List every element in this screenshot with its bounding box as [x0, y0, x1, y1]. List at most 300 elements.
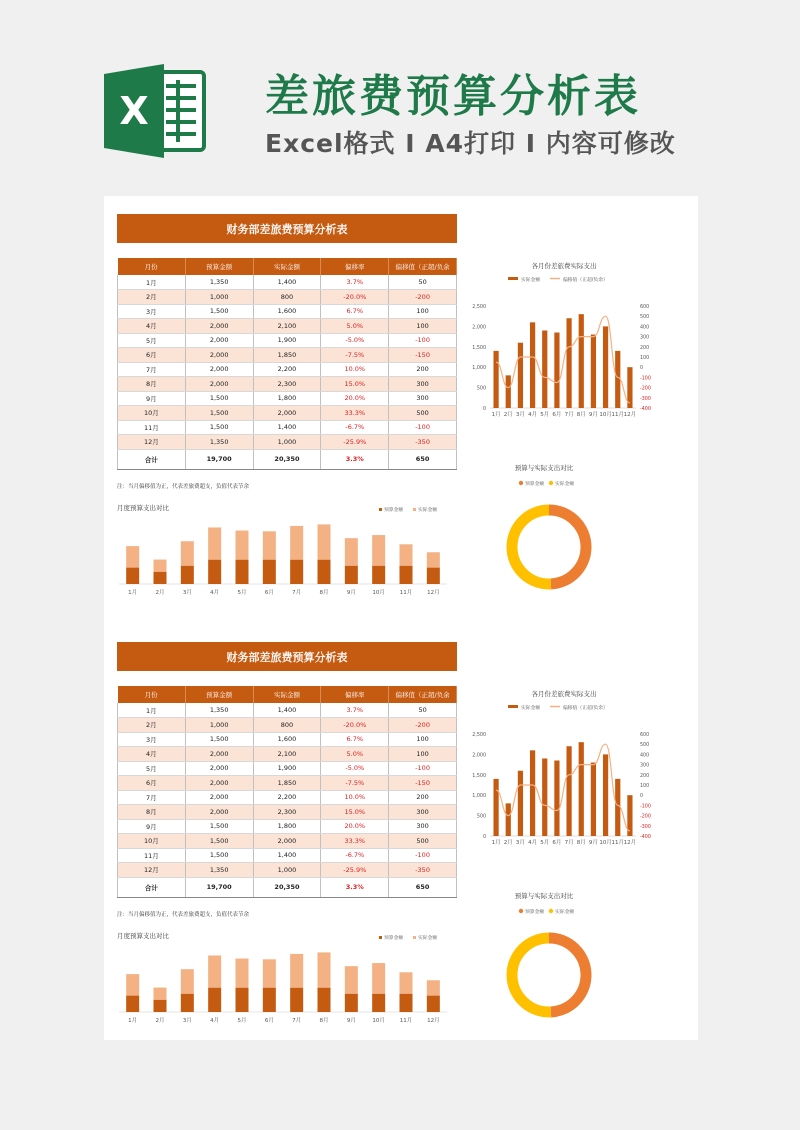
y-tick-left: 2,000: [472, 753, 486, 759]
x-tick-label: 7月: [292, 590, 302, 596]
cell-rate: 10.0%: [321, 790, 389, 805]
y-tick-right: -300: [640, 396, 651, 402]
cell-actual: 1,400: [253, 275, 321, 290]
donut-slice: [512, 938, 551, 1012]
budget-bar: [318, 988, 331, 1012]
cell-budget: 2,000: [185, 333, 253, 348]
cell-rate: 3.7%: [321, 275, 389, 290]
cell-rate: -6.7%: [321, 848, 389, 863]
cell-rate: 33.3%: [321, 406, 389, 421]
cell-budget: 2,000: [185, 805, 253, 820]
total-budget: 19,700: [185, 877, 253, 897]
budget-bar: [345, 566, 358, 584]
cell-diff: 100: [389, 319, 457, 334]
cell-rate: 20.0%: [321, 391, 389, 406]
table-row: [118, 703, 457, 718]
cell-actual: 1,600: [253, 304, 321, 319]
table-row: [118, 420, 457, 435]
total-label: 合计: [118, 877, 186, 897]
cell-actual: 1,400: [253, 848, 321, 863]
total-diff: 650: [389, 877, 457, 897]
actual-bar: [318, 524, 331, 559]
monthly-bar-chart: [117, 928, 457, 1048]
actual-bar: [263, 959, 276, 987]
total-rate: 3.3%: [321, 449, 389, 469]
y-tick-left: 500: [476, 386, 486, 392]
x-tick-label: 11月: [611, 840, 624, 846]
cell-diff: -200: [389, 718, 457, 733]
actual-bar: [181, 541, 194, 566]
cell-budget: 2,000: [185, 377, 253, 392]
cell-month: 8月: [118, 805, 186, 820]
cell-actual: 1,000: [253, 435, 321, 450]
x-tick-label: 9月: [588, 412, 598, 418]
col-header-diff: 偏移值（正超/负余: [389, 258, 457, 275]
x-tick-label: 12月: [427, 1018, 440, 1024]
deviation-line: [496, 744, 630, 831]
table-row: [118, 275, 457, 290]
x-tick-label: 3月: [515, 412, 525, 418]
actual-bar: [154, 988, 167, 1000]
donut-slice: [512, 510, 551, 584]
x-tick-label: 8月: [576, 412, 586, 418]
table-row: [118, 304, 457, 319]
x-tick-label: 2月: [155, 590, 165, 596]
budget-bar: [427, 568, 440, 584]
cell-diff: -100: [389, 848, 457, 863]
budget-bar: [290, 988, 303, 1012]
cell-budget: 1,350: [185, 703, 253, 718]
cell-actual: 800: [253, 290, 321, 305]
table-row: [118, 348, 457, 363]
chart-title: 各月份差旅费实际支出: [531, 690, 597, 698]
legend-swatch: [379, 508, 382, 511]
cell-month: 3月: [118, 732, 186, 747]
x-tick-label: 4月: [528, 412, 538, 418]
cell-rate: -25.9%: [321, 435, 389, 450]
x-tick-label: 3月: [515, 840, 525, 846]
x-tick-label: 3月: [182, 590, 192, 596]
cell-rate: 5.0%: [321, 747, 389, 762]
table-note: 注：当月偏移值为正，代表差旅费超支，负值代表节余: [117, 912, 250, 918]
y-tick-right: 400: [640, 753, 650, 759]
actual-bar: [400, 972, 413, 994]
cell-diff: 300: [389, 377, 457, 392]
cell-rate: 10.0%: [321, 362, 389, 377]
chart-title: 预算与实际支出对比: [514, 892, 574, 900]
cell-actual: 2,200: [253, 790, 321, 805]
x-tick-label: 5月: [237, 590, 247, 596]
table-note: 注：当月偏移值为正，代表差旅费超支，负值代表节余: [117, 484, 250, 490]
bar: [493, 779, 498, 836]
x-tick-label: 4月: [210, 1018, 220, 1024]
cell-month: 7月: [118, 362, 186, 377]
x-tick-label: 5月: [540, 412, 550, 418]
table-row: [118, 819, 457, 834]
table-row: [118, 732, 457, 747]
x-tick-label: 2月: [155, 1018, 165, 1024]
budget-bar: [154, 572, 167, 584]
x-tick-label: 9月: [346, 590, 356, 596]
legend-label: 预算金额: [525, 910, 545, 915]
cell-budget: 2,000: [185, 362, 253, 377]
cell-budget: 1,000: [185, 290, 253, 305]
legend-label: 实际金额: [521, 278, 541, 283]
bar: [603, 754, 608, 836]
cell-budget: 1,500: [185, 732, 253, 747]
budget-bar: [181, 994, 194, 1012]
table-row: [118, 435, 457, 450]
cell-rate: -20.0%: [321, 718, 389, 733]
bar: [506, 803, 511, 836]
budget-bar: [208, 560, 221, 584]
y-tick-left: 0: [482, 407, 486, 412]
x-tick-label: 6月: [552, 840, 562, 846]
x-tick-label: 10月: [372, 590, 385, 596]
cell-budget: 1,500: [185, 406, 253, 421]
budget-bar: [372, 566, 385, 584]
col-header-diff: 偏移值（正超/负余: [389, 686, 457, 703]
budget-bar: [290, 560, 303, 584]
budget-table: [117, 686, 457, 898]
bar: [591, 335, 596, 408]
x-tick-label: 11月: [399, 590, 413, 596]
budget-bar: [181, 566, 194, 584]
actual-bar: [236, 959, 249, 988]
budget-bar: [208, 988, 221, 1012]
y-tick-left: 2,500: [472, 305, 486, 310]
y-tick-left: 0: [482, 835, 486, 840]
x-tick-label: 8月: [319, 1018, 329, 1024]
cell-diff: 100: [389, 747, 457, 762]
y-tick-right: 500: [640, 315, 650, 321]
cell-diff: -100: [389, 333, 457, 348]
bar: [518, 771, 523, 836]
x-tick-label: 2月: [503, 840, 513, 846]
actual-bar: [345, 966, 358, 994]
cell-month: 6月: [118, 348, 186, 363]
x-tick-label: 7月: [564, 840, 574, 846]
cell-budget: 2,000: [185, 747, 253, 762]
actual-bar: [318, 952, 331, 987]
x-tick-label: 5月: [237, 1018, 247, 1024]
cell-actual: 2,000: [253, 834, 321, 849]
cell-rate: 5.0%: [321, 319, 389, 334]
table-row: [118, 805, 457, 820]
table-row: [118, 848, 457, 863]
cell-actual: 1,400: [253, 420, 321, 435]
x-tick-label: 9月: [588, 840, 598, 846]
cell-diff: -350: [389, 863, 457, 878]
x-tick-label: 2月: [503, 412, 513, 418]
budget-bar: [400, 994, 413, 1012]
y-tick-left: 1,000: [472, 366, 486, 372]
x-tick-label: 8月: [576, 840, 586, 846]
cell-actual: 1,600: [253, 732, 321, 747]
col-header-actual: 实际金额: [253, 258, 321, 275]
x-tick-label: 10月: [599, 412, 612, 418]
budget-bar: [345, 994, 358, 1012]
cell-budget: 2,000: [185, 319, 253, 334]
cell-diff: 200: [389, 790, 457, 805]
table-row: [118, 333, 457, 348]
budget-bar: [126, 568, 139, 584]
actual-bar: [208, 527, 221, 559]
donut-slice: [549, 510, 586, 584]
x-tick-label: 12月: [623, 412, 637, 418]
x-tick-label: 1月: [128, 1018, 138, 1024]
table-total-row: [118, 877, 457, 897]
y-tick-left: 1,500: [472, 773, 486, 779]
legend-label: 实际金额: [555, 910, 575, 915]
cell-budget: 1,500: [185, 834, 253, 849]
y-tick-right: -100: [640, 376, 651, 382]
cell-diff: -100: [389, 761, 457, 776]
cell-month: 10月: [118, 406, 186, 421]
cell-budget: 2,000: [185, 348, 253, 363]
cell-diff: -100: [389, 420, 457, 435]
col-header-month: 月份: [118, 686, 186, 703]
legend-label: 预算金额: [384, 936, 404, 941]
x-tick-label: 4月: [528, 840, 538, 846]
sheet-section-2: [104, 624, 698, 1054]
cell-budget: 1,500: [185, 819, 253, 834]
total-actual: 20,350: [253, 877, 321, 897]
budget-bar: [427, 996, 440, 1012]
budget-bar: [236, 560, 249, 584]
col-header-rate: 偏移率: [321, 686, 389, 703]
cell-budget: 1,500: [185, 391, 253, 406]
logo-letter: X: [119, 89, 149, 133]
legend-label: 偏移值（正超/负余）: [563, 706, 608, 711]
budget-bar: [154, 1000, 167, 1012]
cell-actual: 1,800: [253, 391, 321, 406]
cell-rate: -7.5%: [321, 348, 389, 363]
actual-bar: [208, 955, 221, 987]
combo-chart: [464, 258, 664, 428]
legend-swatch: [413, 936, 416, 939]
y-tick-right: 100: [640, 356, 650, 361]
y-tick-left: 500: [476, 814, 486, 820]
cell-diff: -150: [389, 776, 457, 791]
legend-swatch: [549, 481, 553, 485]
legend-swatch: [508, 705, 518, 708]
y-tick-right: -300: [640, 824, 651, 830]
cell-rate: 6.7%: [321, 304, 389, 319]
cell-actual: 1,850: [253, 348, 321, 363]
chart-title: 预算与实际支出对比: [514, 464, 574, 472]
table-row: [118, 747, 457, 762]
x-tick-label: 4月: [210, 590, 220, 596]
cell-rate: -25.9%: [321, 863, 389, 878]
y-tick-right: 300: [640, 763, 650, 769]
bar: [591, 763, 596, 836]
monthly-bar-chart: [117, 500, 457, 620]
x-tick-label: 3月: [182, 1018, 192, 1024]
cell-budget: 1,500: [185, 420, 253, 435]
legend-swatch: [549, 909, 553, 913]
cell-diff: 500: [389, 834, 457, 849]
bar: [579, 742, 584, 836]
cell-month: 9月: [118, 819, 186, 834]
y-tick-right: 200: [640, 773, 650, 779]
cell-actual: 2,000: [253, 406, 321, 421]
budget-bar: [263, 988, 276, 1012]
y-tick-right: -200: [640, 386, 651, 392]
y-tick-right: 200: [640, 345, 650, 351]
legend-swatch: [519, 481, 523, 485]
legend-label: 实际金额: [418, 936, 438, 941]
table-row: [118, 362, 457, 377]
x-tick-label: 12月: [427, 590, 440, 596]
actual-bar: [427, 980, 440, 995]
budget-table: [117, 258, 457, 470]
x-tick-label: 7月: [292, 1018, 302, 1024]
cell-month: 11月: [118, 848, 186, 863]
x-tick-label: 8月: [319, 590, 329, 596]
cell-month: 11月: [118, 420, 186, 435]
table-row: [118, 406, 457, 421]
cell-diff: -150: [389, 348, 457, 363]
cell-rate: -20.0%: [321, 290, 389, 305]
combo-chart: [464, 686, 664, 856]
cell-month: 1月: [118, 275, 186, 290]
sheet-title: 财务部差旅费预算分析表: [117, 214, 457, 243]
y-tick-right: 0: [640, 366, 644, 372]
sheet-title: 财务部差旅费预算分析表: [117, 642, 457, 671]
cell-actual: 1,400: [253, 703, 321, 718]
x-tick-label: 10月: [372, 1018, 385, 1024]
y-tick-right: 500: [640, 743, 650, 749]
cell-month: 5月: [118, 761, 186, 776]
x-tick-label: 12月: [623, 840, 637, 846]
y-tick-right: -400: [640, 407, 651, 412]
cell-actual: 2,100: [253, 747, 321, 762]
x-tick-label: 6月: [264, 590, 274, 596]
chart-title: 月度预算支出对比: [117, 504, 169, 512]
cell-month: 9月: [118, 391, 186, 406]
donut-chart: [464, 462, 664, 602]
cell-rate: -7.5%: [321, 776, 389, 791]
y-tick-right: -400: [640, 835, 651, 840]
cell-diff: 300: [389, 391, 457, 406]
cell-rate: -5.0%: [321, 333, 389, 348]
cell-month: 12月: [118, 863, 186, 878]
page-subtitle: Excel格式 I A4打印 I 内容可修改: [265, 129, 676, 158]
cell-rate: 15.0%: [321, 805, 389, 820]
cell-diff: 300: [389, 819, 457, 834]
actual-bar: [372, 963, 385, 994]
cell-budget: 1,500: [185, 848, 253, 863]
cell-month: 1月: [118, 703, 186, 718]
bar: [518, 343, 523, 408]
legend-swatch: [413, 508, 416, 511]
x-tick-label: 10月: [599, 840, 612, 846]
table-row: [118, 790, 457, 805]
cell-rate: 33.3%: [321, 834, 389, 849]
chart-title: 月度预算支出对比: [117, 932, 169, 940]
col-header-budget: 预算金额: [185, 686, 253, 703]
x-tick-label: 6月: [264, 1018, 274, 1024]
y-tick-left: 2,500: [472, 733, 486, 738]
bar: [579, 314, 584, 408]
table-row: [118, 761, 457, 776]
cell-month: 4月: [118, 747, 186, 762]
budget-bar: [318, 560, 331, 584]
table-row: [118, 391, 457, 406]
cell-actual: 2,300: [253, 377, 321, 392]
actual-bar: [345, 538, 358, 566]
cell-actual: 1,800: [253, 819, 321, 834]
cell-month: 5月: [118, 333, 186, 348]
cell-budget: 2,000: [185, 761, 253, 776]
total-budget: 19,700: [185, 449, 253, 469]
y-tick-left: 1,500: [472, 345, 486, 351]
x-tick-label: 7月: [564, 412, 574, 418]
sheet-section-1: [104, 196, 698, 626]
bar: [554, 333, 559, 408]
budget-bar: [263, 560, 276, 584]
cell-actual: 1,850: [253, 776, 321, 791]
y-tick-right: -200: [640, 814, 651, 820]
actual-bar: [181, 969, 194, 994]
table-row: [118, 863, 457, 878]
cell-budget: 1,350: [185, 435, 253, 450]
col-header-budget: 预算金额: [185, 258, 253, 275]
cell-diff: 500: [389, 406, 457, 421]
cell-month: 2月: [118, 718, 186, 733]
cell-actual: 2,200: [253, 362, 321, 377]
actual-bar: [427, 552, 440, 567]
bar: [530, 322, 535, 408]
bar: [530, 750, 535, 836]
actual-bar: [154, 560, 167, 572]
y-tick-right: 100: [640, 784, 650, 789]
cell-month: 10月: [118, 834, 186, 849]
donut-chart: [464, 890, 664, 1030]
actual-bar: [126, 546, 139, 568]
page-title: 差旅费预算分析表: [265, 71, 641, 122]
bar: [542, 758, 547, 836]
x-tick-label: 1月: [491, 840, 501, 846]
cell-budget: 1,000: [185, 718, 253, 733]
legend-label: 偏移值（正超/负余）: [563, 278, 608, 283]
excel-logo-icon: [104, 62, 208, 160]
cell-budget: 2,000: [185, 776, 253, 791]
bar: [603, 326, 608, 408]
actual-bar: [400, 544, 413, 566]
cell-budget: 2,000: [185, 790, 253, 805]
budget-bar: [400, 566, 413, 584]
y-tick-right: 300: [640, 335, 650, 341]
cell-diff: 50: [389, 703, 457, 718]
cell-rate: -5.0%: [321, 761, 389, 776]
cell-budget: 1,350: [185, 863, 253, 878]
budget-bar: [372, 994, 385, 1012]
cell-month: 2月: [118, 290, 186, 305]
x-tick-label: 1月: [491, 412, 501, 418]
legend-label: 预算金额: [525, 482, 545, 487]
legend-swatch: [379, 936, 382, 939]
budget-bar: [236, 988, 249, 1012]
x-tick-label: 11月: [399, 1018, 413, 1024]
sheet-preview: [104, 196, 698, 1040]
cell-actual: 800: [253, 718, 321, 733]
cell-month: 3月: [118, 304, 186, 319]
cell-diff: 200: [389, 362, 457, 377]
cell-diff: 100: [389, 304, 457, 319]
actual-bar: [290, 954, 303, 988]
